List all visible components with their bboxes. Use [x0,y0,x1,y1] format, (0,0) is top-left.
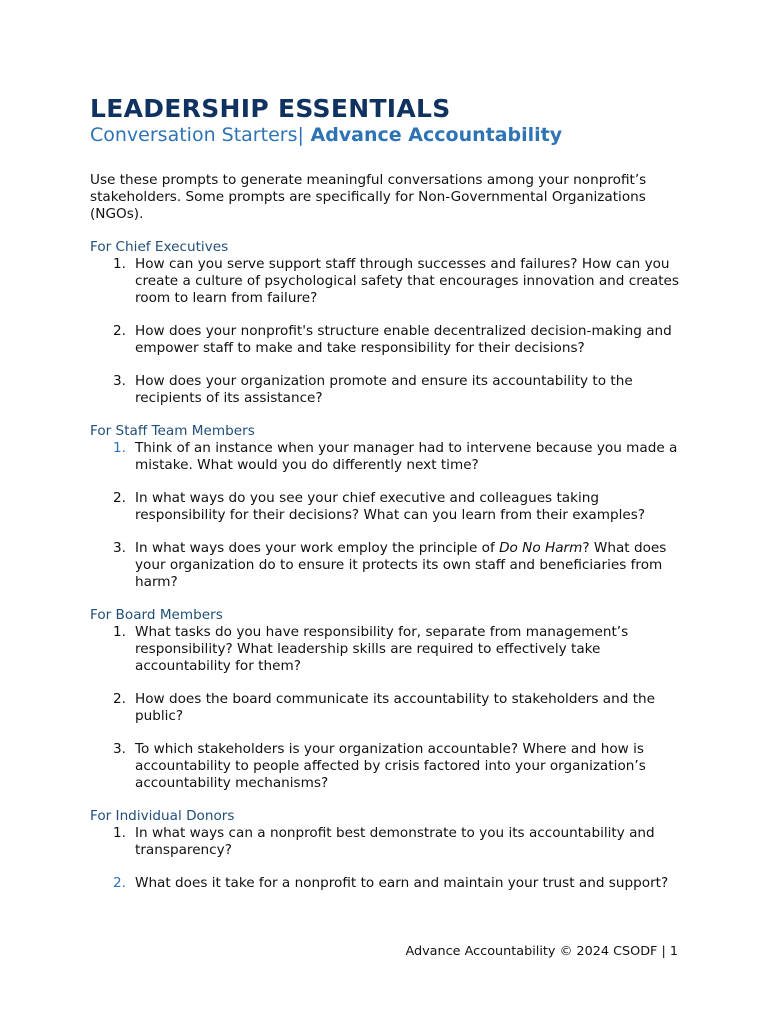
list-item [90,490,690,524]
item-number: 1. [113,624,126,640]
item-text: How does your organization promote and ensure its accountability to the recipients of its assistance? [135,373,633,406]
item-text-after: ? What does your organization do to ensure it protects its own staff and beneficiaries from harm? [135,540,667,590]
item-text-before: In what ways does your work employ the principle of [135,540,500,556]
prompt-list-board-members [90,624,690,792]
item-text: How does your nonprofit's structure enable decentralized decision-making and empower staff to make and take responsibility for their decisions? [135,323,672,356]
list-item [90,875,690,892]
item-text: What does it take for a nonprofit to earn and maintain your trust and support? [135,875,669,891]
item-text: How can you serve support staff through successes and failures? How can you create a culture of psychological safety that encourages innovation and creates room to learn from failure? [135,256,679,306]
item-number: 3. [113,373,126,389]
item-text: How does the board communicate its accountability to stakeholders and the public? [135,691,656,724]
list-item [90,373,690,407]
subtitle-topic: Advance Accountability [303,124,563,146]
item-text: What tasks do you have responsibility for, separate from management’s responsibility? What leadership skills are required to effectively take accountability for them? [135,624,629,674]
item-text: Think of an instance when your manager had to intervene because you made a mistake. What would you do differently next time? [135,440,678,473]
intro-paragraph: Use these prompts to generate meaningful conversations among your nonprofit’s stakeholders. Some prompts are specifically for Non-Governmental Organizations (NGOs). [90,172,647,222]
item-number: 3. [113,741,126,757]
subtitle-prefix: Conversation Starters| [90,124,304,146]
item-number: 2. [113,691,126,707]
list-item [90,741,690,792]
section-heading-board-members: For Board Members [90,607,223,623]
item-number: 1. [113,440,126,456]
list-item [90,256,690,307]
page-footer: Advance Accountability © 2024 CSODF | 1 [405,944,678,959]
section-heading-chief-executives: For Chief Executives [90,239,229,255]
list-item [90,825,690,859]
item-number: 2. [113,490,126,506]
list-item [90,540,690,591]
item-number: 2. [113,323,126,339]
item-text [135,540,690,591]
page-title: LEADERSHIP ESSENTIALS [90,94,451,123]
list-item [90,691,690,725]
item-text: In what ways do you see your chief executive and colleagues taking responsibility for their decisions? What can you learn from their examples? [135,490,646,523]
section-heading-staff-team-members: For Staff Team Members [90,423,255,439]
item-text-italic: Do No Harm [499,540,583,556]
section-heading-individual-donors: For Individual Donors [90,808,235,824]
prompt-list-chief-executives [90,256,690,407]
page-subtitle [90,123,690,148]
item-number: 1. [113,256,126,272]
list-item [90,440,690,474]
document-page [90,94,690,892]
item-number: 3. [113,540,126,556]
item-text: In what ways can a nonprofit best demonstrate to you its accountability and transparency? [135,825,655,858]
prompt-list-staff-team-members [90,440,690,591]
list-item [90,624,690,675]
item-number: 1. [113,825,126,841]
item-text: To which stakeholders is your organization accountable? Where and how is accountability to people affected by crisis factored into your organization’s accountability mechanisms? [135,741,646,791]
item-number: 2. [113,875,126,891]
list-item [90,323,690,357]
prompt-list-individual-donors [90,825,690,892]
